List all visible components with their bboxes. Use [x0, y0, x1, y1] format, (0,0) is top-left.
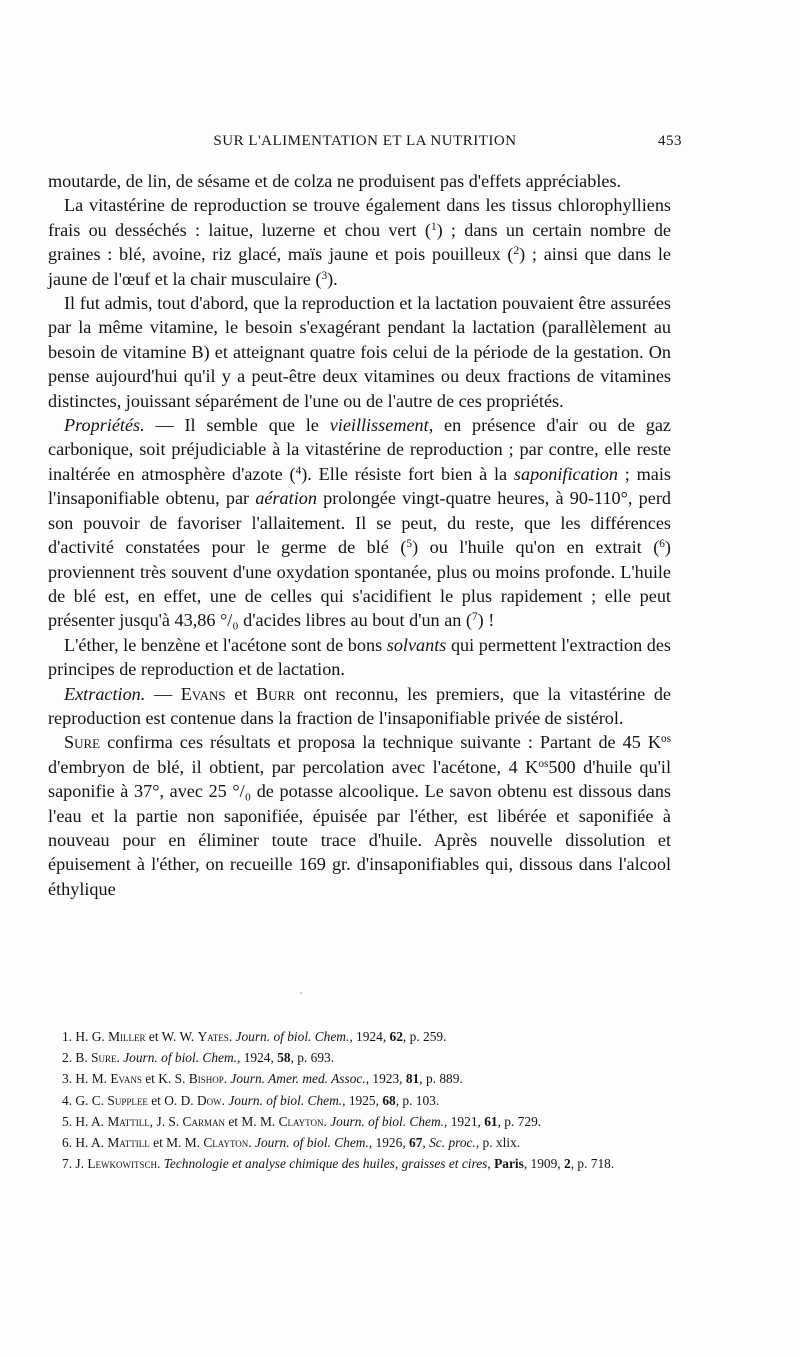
footnote-text: et K. S. [141, 1071, 189, 1087]
footnote-text: , 1909, [523, 1156, 564, 1172]
footnote-text: , 1925, [342, 1092, 383, 1108]
footnote-text: H. A. [75, 1135, 108, 1151]
author-name: Yates [197, 1029, 229, 1044]
footnote-number: 4. [62, 1092, 76, 1108]
text-run: proviennent très souvent d'une oxydation spontanée, plus ou moins profonde. L'huile de blé est, en effet, une de celles qui s'acidifient le plus rapidement ; elle peut présenter jusqu'à 43,86 °/₀ d'acides libres au bout d'un an [48, 561, 671, 631]
author-name: Miller [108, 1029, 146, 1044]
footnote-4 [48, 1090, 671, 1111]
unit-superscript: os [538, 757, 549, 770]
text-run: L'éther, le benzène et l'acétone sont de bons [64, 634, 387, 655]
volume-number: 2 [564, 1156, 571, 1172]
footnote-text: et M. M. [149, 1135, 204, 1151]
footnote-2 [48, 1047, 671, 1068]
text-run: ! [483, 610, 495, 631]
page-number: 453 [658, 133, 682, 149]
author-name: Bishop [188, 1071, 224, 1087]
text-run: et [225, 683, 257, 704]
running-title: SUR L'ALIMENTATION ET LA NUTRITION [213, 133, 517, 149]
volume-number: 61 [484, 1113, 498, 1129]
text-run: , en présence d'air ou de gaz carbonique, soit préjudiciable à la vitastérine de reproduction ; par contre, elle reste inaltérée en atmosphère d'azote [48, 415, 671, 484]
footnote-text: , 1921, [444, 1113, 485, 1129]
footnote-text: et M. M. [224, 1113, 279, 1129]
footnote-text: , 1926, [368, 1135, 410, 1151]
footnote-text: H. G. [75, 1029, 109, 1044]
author-name: Mattill [107, 1135, 150, 1151]
footnote-1 [48, 1026, 671, 1047]
text-run: ; ainsi que dans le jaune de l'œuf et la chair musculaire [48, 244, 671, 289]
footnote-number: 1. [62, 1029, 76, 1044]
author-name: Sure [91, 1050, 117, 1066]
journal-title: Journ. of biol. Chem. [123, 1050, 238, 1066]
footnote-text: . [323, 1113, 331, 1129]
footnote-text: , [422, 1135, 430, 1151]
footnotes [48, 1026, 671, 1174]
author-name: Clayton [203, 1135, 249, 1151]
text-run: qui permettent l'extraction des principes de reproduction et de lactation. [48, 634, 671, 680]
footnote-text: . [223, 1071, 231, 1087]
text-run: . Elle résiste fort bien à la [307, 463, 514, 484]
journal-title: Journ. of biol. Chem. [228, 1092, 343, 1108]
journal-section: Sc. proc. [429, 1135, 476, 1151]
italic-term: saponification [513, 463, 618, 484]
footnote-ref-4[interactable]: 4 [295, 464, 302, 477]
footnote-ref-1[interactable]: 1 [430, 220, 437, 233]
footnote-ref-2[interactable]: 2 [513, 245, 520, 258]
text-run: — [145, 683, 181, 704]
footnote-text: , p. 103. [395, 1092, 440, 1108]
footnote-number: 2. [62, 1050, 76, 1066]
author-name: Mattill [107, 1113, 150, 1129]
text-run: ont reconnu, les premiers, que la vitastérine de reproduction est contenue dans la fraction de l'insaponifiable privée de sistérol. [48, 683, 671, 728]
footnote-ref-6[interactable]: 6 [659, 537, 665, 550]
text-run: confirma ces résultats et proposa la technique suivante : Partant de 45 K [100, 732, 661, 753]
footnote-text: , p. 693. [290, 1050, 335, 1066]
footnote-text: , p. 889. [419, 1071, 463, 1087]
footnote-text: , p. 259. [402, 1029, 447, 1044]
author-name: Supplee [107, 1092, 148, 1108]
publication-place: Paris [494, 1156, 524, 1172]
footnote-7 [48, 1153, 671, 1174]
author-name: Lewkowitsch [87, 1156, 157, 1172]
text-run: d'embryon de blé, il obtient, par percolation avec l'acétone, 4 K [48, 756, 539, 777]
footnote-ref-5[interactable]: 5 [406, 537, 413, 550]
author-name: Evans [110, 1071, 142, 1087]
footnote-number: 6. [62, 1135, 76, 1151]
text-run: ou l'huile qu'on en extrait [418, 537, 654, 558]
author-name: Sure [64, 732, 101, 753]
text-run: . [333, 268, 338, 289]
section-label-extraction: Extraction. [64, 683, 146, 704]
footnote-text: et W. W. [145, 1029, 198, 1044]
text-run: prolongée vingt-quatre heures, à 90-110°, perd son pouvoir de favoriser l'allaitement. Il se peut, du reste, que les différences d'activité constatées pour le germe de blé [48, 488, 671, 558]
footnote-text: B. [75, 1050, 92, 1066]
section-label-proprietes: Propriétés. [64, 415, 145, 436]
footnote-ref-3[interactable]: 3 [321, 269, 328, 282]
footnote-text: . [248, 1135, 256, 1151]
footnote-text: . [228, 1029, 236, 1044]
paragraph-2: La vitastérine de reproduction se trouve également dans les tissus chlorophylliens frais ou desséchés : laitue, luzerne et chou vert ($^1$) ; dans un certain nombre de graines : blé, avoine, riz glacé, maïs jaune et pois pouilleux ($^2$) ; ainsi que dans le jaune de l'œuf et la chair musculaire ($^3$). [48, 195, 672, 289]
paragraph-5 [48, 633, 671, 682]
volume-number: 81 [405, 1071, 420, 1087]
author-name: Burr [256, 683, 295, 704]
paragraph-7 [48, 730, 671, 901]
body-text [48, 169, 671, 901]
footnote-text: , 1924, [237, 1050, 278, 1066]
author-name: Evans [180, 683, 226, 704]
text-run: La vitastérine de reproduction se trouve également dans les tissus chlorophylliens frais ou desséchés : laitue, luzerne et chou vert [48, 195, 671, 240]
journal-title: Journ. of biol. Chem. [330, 1113, 445, 1129]
footnote-text: J. [75, 1156, 88, 1172]
journal-title: Technologie et analyse chimique des huiles, graisses et cires [163, 1156, 488, 1172]
text-run: ; dans un certain nombre de graines : blé, avoine, riz glacé, maïs jaune et pois pouilleux [48, 219, 672, 265]
volume-number: 67 [409, 1135, 423, 1151]
footnote-ref-7[interactable]: 7 [471, 611, 478, 624]
volume-number: 62 [389, 1029, 403, 1044]
author-name: Carman [182, 1113, 225, 1129]
footnote-text: , p. 729. [497, 1113, 542, 1129]
footnote-text: , 1923, [365, 1071, 406, 1087]
footnote-text: . [156, 1156, 164, 1172]
journal-title: Journ. of biol. Chem. [235, 1029, 350, 1044]
footnote-number: 5. [62, 1113, 76, 1129]
footnote-text: et O. D. [147, 1092, 197, 1108]
footnote-3 [48, 1068, 671, 1089]
italic-term: vieillissement [329, 415, 429, 436]
author-name: Clayton [278, 1113, 324, 1129]
text-run: — Il semble que le [144, 415, 330, 436]
footnote-text: , 1924, [349, 1029, 390, 1044]
text-run: ; mais l'insaponifiable obtenu, par [48, 463, 671, 509]
footnote-6 [48, 1132, 671, 1153]
paragraph-6 [48, 682, 671, 731]
footnote-text: G. C. [75, 1092, 108, 1108]
footnote-text: , p. 718. [570, 1156, 615, 1172]
footnote-text: . [116, 1050, 124, 1066]
footnote-separator [300, 992, 302, 994]
volume-number: 68 [382, 1092, 396, 1108]
italic-term: solvants [386, 634, 447, 655]
journal-title: Journ. of biol. Chem. [255, 1135, 369, 1151]
footnote-text: , J. S. [149, 1113, 183, 1129]
footnote-text: , p. xlix. [475, 1135, 521, 1151]
italic-term: aération [255, 488, 317, 509]
footnote-number: 3. [62, 1071, 76, 1087]
footnote-text: H. M. [75, 1071, 111, 1087]
footnote-number: 7. [62, 1156, 76, 1172]
footnote-text: H. A. [75, 1113, 108, 1129]
journal-title: Journ. Amer. med. Assoc. [230, 1071, 366, 1087]
paragraph-1: moutarde, de lin, de sésame et de colza ne produisent pas d'effets appréciables. [48, 171, 622, 191]
author-name: Dow [196, 1092, 222, 1108]
text-run: 500 d'huile qu'il saponifie à 37°, avec 25 °/₀ de potasse alcoolique. Le savon obtenu est dissous dans l'eau et la partie non saponifiée, épuisée par l'éther, est libérée et saponifiée à nouveau pour en éliminer toute trace d'huile. Après nouvelle dissolution et épuisement à l'éther, on recueille 169 gr. d'insaponifiables qui, dissous dans l'alcool éthylique [48, 756, 671, 899]
footnote-5 [48, 1111, 671, 1132]
unit-superscript: os [660, 733, 671, 746]
footnote-text: . [221, 1092, 229, 1108]
paragraph-4: Propriétés. — Il semble que le vieillissement, en présence d'air ou de gaz carbonique, soit préjudiciable à la vitastérine de reproduction ; par contre, elle reste inaltérée en atmosphère d'azote ($^4$). Elle résiste fort bien à la saponification ; mais l'insaponifiable obtenu, par aération prolongée vingt-quatre heures, à 90-110°, perd son pouvoir de favoriser l'allaitement. Il se peut, du reste, que les différences d'activité constatées pour le germe de blé ($^5$) ou l'huile qu'on en extrait ($^6$) proviennent très souvent d'une oxydation spontanée, plus ou moins profonde. L'huile de blé est, en effet, une de celles qui s'acidifient le plus rapidement ; elle peut présenter jusqu'à 43,86 °/₀ d'acides libres au bout d'un an ($^7$) ! [48, 415, 671, 631]
paragraph-3: Il fut admis, tout d'abord, que la reproduction et la lactation pouvaient être assurées par la même vitamine, le besoin s'exagérant pendant la lactation (parallèlement au besoin de vitamine B) et atteignant quatre fois celui de la période de la gestation. On pense aujourd'hui qu'il y a peut-être deux vitamines ou deux fractions de vitamines distinctes, jouissant séparément de l'une ou de l'autre de ces propriétés. [48, 293, 671, 411]
volume-number: 58 [277, 1050, 291, 1066]
footnote-text: , [487, 1156, 495, 1172]
